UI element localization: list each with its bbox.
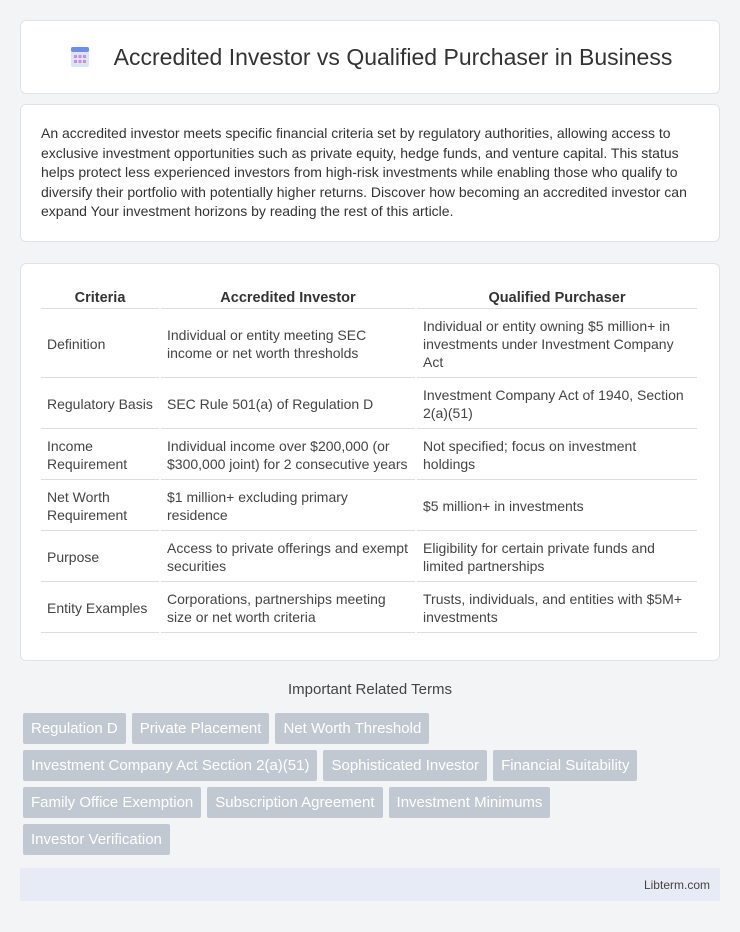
page-title: Accredited Investor vs Qualified Purchaser in Business: [113, 43, 673, 70]
footer-brand[interactable]: Libterm.com: [643, 878, 710, 892]
table-cell: Net Worth Requirement: [41, 482, 159, 531]
table-cell: Not specified; focus on investment holdings: [417, 431, 697, 480]
table-cell: Individual income over $200,000 (or $300,000 joint) for 2 consecutive years: [161, 431, 415, 480]
intro-card: [20, 104, 720, 242]
tag-row: [23, 750, 723, 781]
column-header: Qualified Purchaser: [417, 286, 697, 309]
footer: [20, 868, 720, 901]
table-cell: Purpose: [41, 533, 159, 582]
table-cell: $5 million+ in investments: [417, 482, 697, 531]
related-terms-list: [23, 713, 723, 861]
related-term-tag[interactable]: Investor Verification: [23, 824, 170, 855]
table-cell: Trusts, individuals, and entities with $5M+ investments: [417, 584, 697, 633]
tag-row: [23, 787, 723, 818]
table-cell: Eligibility for certain private funds and limited partnerships: [417, 533, 697, 582]
table-cell: Definition: [41, 311, 159, 378]
related-term-tag[interactable]: Private Placement: [132, 713, 270, 744]
table-row: [41, 482, 697, 531]
related-terms-title: Important Related Terms: [288, 681, 452, 698]
table-cell: $1 million+ excluding primary residence: [161, 482, 415, 531]
table-row: [41, 380, 697, 429]
tag-row: [23, 713, 723, 744]
table-header-row: [41, 286, 697, 309]
comparison-card: [20, 263, 720, 661]
tag-row: [23, 824, 723, 855]
table-cell: Corporations, partnerships meeting size or net worth criteria: [161, 584, 415, 633]
related-term-tag[interactable]: Subscription Agreement: [207, 787, 382, 818]
table-cell: Income Requirement: [41, 431, 159, 480]
related-term-tag[interactable]: Sophisticated Investor: [323, 750, 487, 781]
table-cell: Access to private offerings and exempt securities: [161, 533, 415, 582]
related-term-tag[interactable]: Net Worth Threshold: [275, 713, 429, 744]
table-cell: Entity Examples: [41, 584, 159, 633]
related-term-tag[interactable]: Financial Suitability: [493, 750, 637, 781]
table-row: [41, 431, 697, 480]
document-icon: [68, 45, 92, 69]
intro-text: An accredited investor meets specific financial criteria set by regulatory authorities, allowing access to exclusive investment opportunities such as private equity, hedge funds, and venture capital. This status helps protect less experienced investors from high-risk investments while enabling those who qualify to diversify their portfolio with potentially higher returns. Discover how becoming an accredited investor can expand Your investment horizons by reading the rest of this article.: [41, 125, 687, 220]
table-cell: Individual or entity meeting SEC income or net worth thresholds: [161, 311, 415, 378]
related-term-tag[interactable]: Investment Company Act Section 2(a)(51): [23, 750, 317, 781]
related-term-tag[interactable]: Regulation D: [23, 713, 126, 744]
table-cell: Individual or entity owning $5 million+ in investments under Investment Company Act: [417, 311, 697, 378]
table-row: [41, 533, 697, 582]
related-term-tag[interactable]: Family Office Exemption: [23, 787, 201, 818]
comparison-table: [39, 284, 699, 635]
table-cell: SEC Rule 501(a) of Regulation D: [161, 380, 415, 429]
table-cell: Investment Company Act of 1940, Section 2(a)(51): [417, 380, 697, 429]
related-term-tag[interactable]: Investment Minimums: [389, 787, 551, 818]
table-row: [41, 584, 697, 633]
table-row: [41, 311, 697, 378]
header-card: [20, 20, 720, 94]
column-header: Criteria: [41, 286, 159, 309]
column-header: Accredited Investor: [161, 286, 415, 309]
table-cell: Regulatory Basis: [41, 380, 159, 429]
